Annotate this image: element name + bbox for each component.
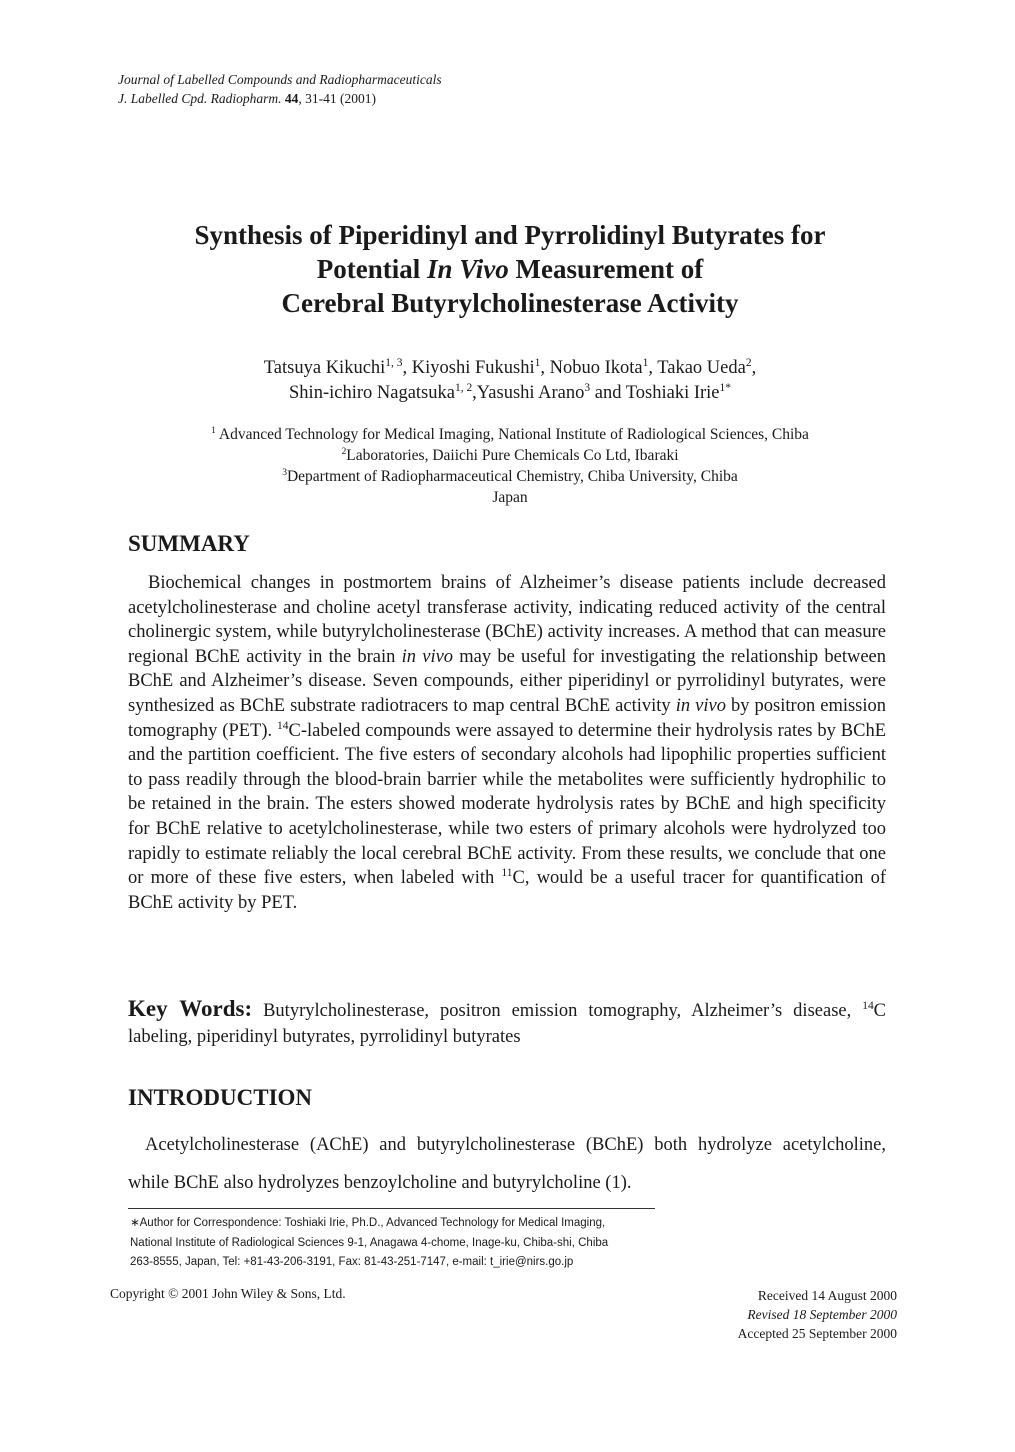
introduction-paragraph: Acetylcholinesterase (AChE) and butyrylcholinesterase (BChE) both hydrolyze acetylcholine, while BChE also hydrolyzes benzoylcholine and butyrylcholine (1).	[128, 1135, 886, 1193]
author-affil-sup: 1	[534, 356, 541, 369]
journal-header	[118, 70, 442, 108]
journal-abbrev: J. Labelled Cpd. Radiopharm.	[118, 91, 282, 106]
author-name: Shin-ichiro Nagatsuka	[289, 383, 455, 403]
summary-text: may be useful for investigating the relationship between BChE and Alzheimer’s disease. Seven compounds, either piperidinyl or pyrrolidinyl butyrates, were synthesized as BChE substrate radiotracers to map central BChE activity	[128, 646, 887, 716]
footnote-line: National Institute of Radiological Sciences 9-1, Anagawa 4-chome, Inage-ku, Chiba-shi, Chiba	[130, 1236, 609, 1249]
isotope-sup: 14	[277, 719, 289, 732]
correspondence-footnote	[130, 1214, 670, 1273]
title-line-2-post: Measurement of	[508, 254, 704, 284]
affiliation-text: Department of Radiopharmaceutical Chemistry, Chiba University, Chiba	[286, 468, 738, 485]
affiliation-3	[110, 466, 910, 487]
isotope-sup: 11	[501, 866, 513, 879]
affiliations	[110, 424, 910, 508]
keywords	[128, 996, 886, 1050]
paper-title	[120, 218, 900, 320]
author-name: , Takao Ueda	[648, 358, 746, 378]
author-name: ,Yasushi Arano	[472, 383, 585, 403]
copyright-notice: Copyright © 2001 John Wiley & Sons, Ltd.	[110, 1286, 346, 1301]
author-name: , Nobuo Ikota	[540, 358, 643, 378]
affiliation-text: Advanced Technology for Medical Imaging, National Institute of Radiological Sciences, Chiba	[215, 426, 809, 443]
journal-pages-year: , 31-41 (2001)	[298, 91, 376, 106]
author-affil-sup: 2	[745, 356, 752, 369]
received-date: Received 14 August 2000	[757, 1288, 897, 1303]
title-line-2	[120, 252, 900, 286]
author-line-2	[120, 381, 900, 406]
summary-text: C, would be a useful tracer for quantification of BChE activity by PET.	[128, 868, 887, 913]
affiliation-sup: 3	[282, 466, 287, 478]
author-affil-sup: 1	[642, 356, 649, 369]
footnote-line: 263-8555, Japan, Tel: +81-43-206-3191, Fax: 81-43-251-7147, e-mail: t_irie@nirs.go.jp	[130, 1256, 574, 1268]
title-line-2-pre: Potential	[316, 254, 427, 284]
affiliation-text: Laboratories, Daiichi Pure Chemicals Co Ltd, Ibaraki	[346, 447, 679, 464]
journal-volume: 44	[284, 91, 299, 106]
title-line-2-italic: In Vivo	[427, 254, 509, 284]
author-list	[120, 356, 900, 406]
journal-citation	[118, 89, 442, 108]
affiliation-sup: 2	[341, 445, 347, 457]
keywords-text: Butyrylcholinesterase, positron emission tomography, Alzheimer’s disease,	[252, 1001, 863, 1021]
affiliation-country: Japan	[492, 489, 528, 506]
summary-body	[128, 571, 886, 915]
author-name: Tatsuya Kikuchi	[263, 358, 386, 378]
author-line-1	[120, 356, 900, 381]
author-name: , Kiyoshi Fukushi	[402, 358, 535, 378]
author-affil-sup: 1, 2	[454, 381, 473, 394]
journal-name: Journal of Labelled Compounds and Radiopharmaceuticals	[118, 72, 442, 87]
introduction-heading: INTRODUCTION	[128, 1085, 313, 1110]
summary-paragraph	[128, 571, 886, 915]
author-separator: ,	[751, 358, 757, 378]
title-line-3: Cerebral Butyrylcholinesterase Activity	[281, 288, 739, 318]
summary-heading: SUMMARY	[128, 531, 250, 556]
summary-text: C-labeled compounds were assayed to determine their hydrolysis rates by BChE and the partition coefficient. The five esters of secondary alcohols had lipophilic properties sufficient to pass readily through the blood-brain barrier while the metabolites were sufficiently hydrophilic to be retained in the brain. The esters showed moderate hydrolysis rates by BChE and high specificity for BChE relative to acetylcholinesterase, while two esters of primary alcohols were hydrolyzed too rapidly to estimate reliably the local cerebral BChE activity. From these results, we conclude that one or more of these five esters, when labeled with	[128, 720, 886, 889]
isotope-sup: 14	[862, 999, 874, 1012]
author-affil-sup: 1*	[719, 381, 731, 394]
affiliation-2	[110, 445, 910, 466]
keywords-label: Key Words:	[128, 996, 253, 1021]
keywords-text: C labeling, piperidinyl butyrates, pyrrolidinyl butyrates	[128, 1001, 887, 1047]
summary-text: by positron emission tomography (PET).	[128, 695, 887, 741]
summary-italic: in vivo	[401, 646, 454, 667]
author-affil-sup: 1, 3	[385, 356, 403, 369]
author-affil-sup: 3	[584, 381, 591, 394]
affiliation-1	[110, 424, 910, 445]
footnote-line: ∗Author for Correspondence: Toshiaki Irie, Ph.D., Advanced Technology for Medical Imaging,	[130, 1217, 606, 1229]
summary-text: Biochemical changes in postmortem brains of Alzheimer’s disease patients include decreased acetylcholinesterase and choline acetyl transferase activity, indicating reduced activity of the central cholinergic system, while butyrylcholinesterase (BChE) activity increases. A method that can measure regional BChE activity in the brain	[128, 573, 886, 667]
footnote-divider	[128, 1208, 655, 1209]
title-line-1: Synthesis of Piperidinyl and Pyrrolidinyl Butyrates for	[194, 220, 826, 250]
author-name: and Toshiaki Irie	[590, 383, 720, 403]
introduction-body	[128, 1126, 886, 1202]
accepted-date: Accepted 25 September 2000	[737, 1326, 897, 1341]
summary-italic: in vivo	[675, 695, 726, 716]
affiliation-sup: 1	[211, 424, 216, 436]
revised-date: Revised 18 September 2000	[747, 1307, 897, 1322]
manuscript-dates	[738, 1286, 897, 1343]
